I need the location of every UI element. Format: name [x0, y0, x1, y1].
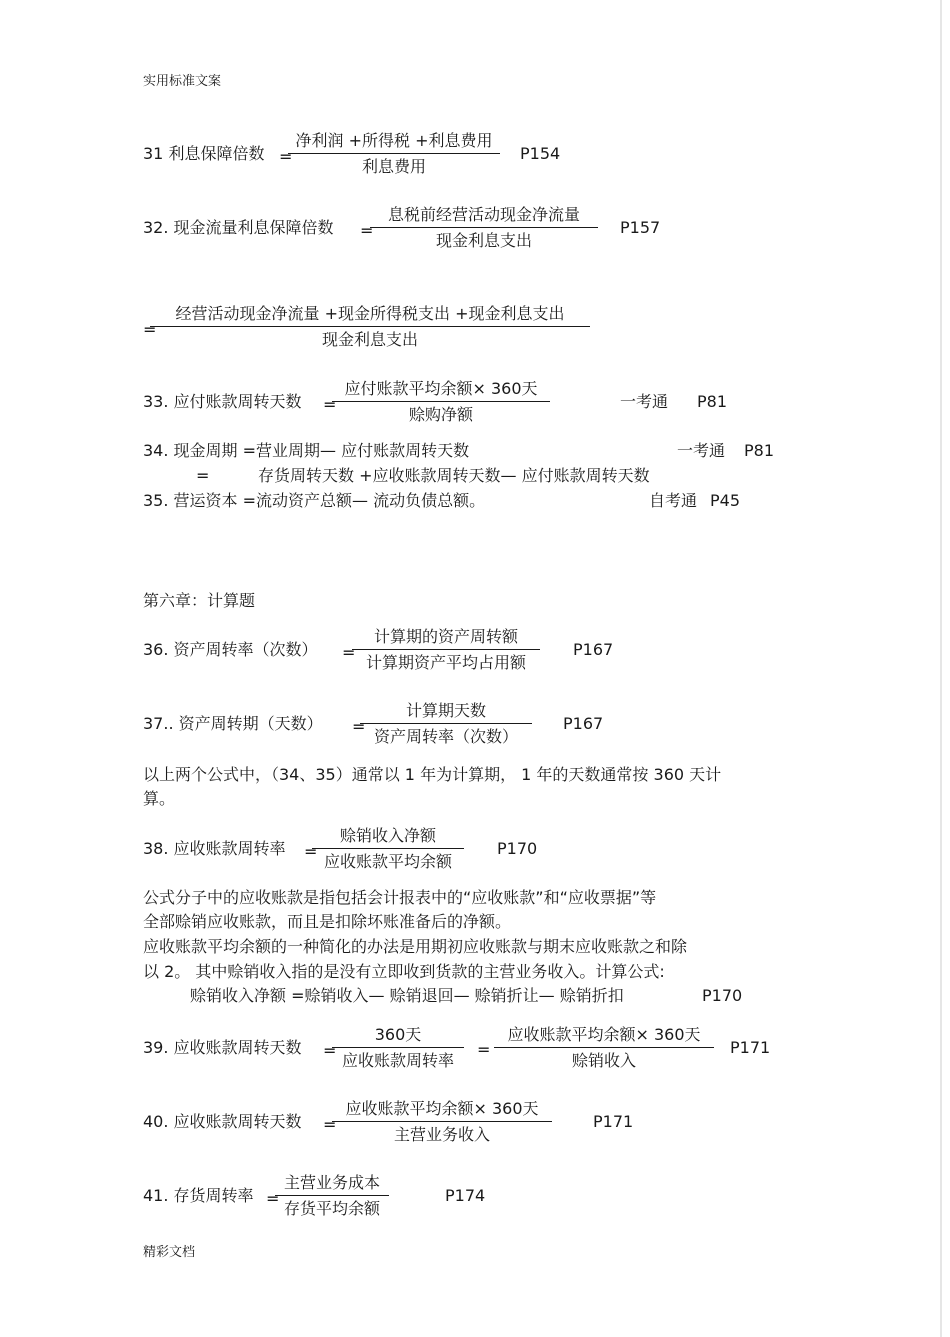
page-header: 实用标准文案: [143, 74, 222, 89]
equals-sign: =: [477, 1040, 491, 1059]
numerator: 息税前经营活动现金净流量: [370, 205, 598, 228]
denominator: 存货平均余额: [283, 1199, 380, 1218]
page-ref: P171: [730, 1038, 771, 1057]
formula-label: 34. 现金周期 =营业周期— 应付账款周转天数: [143, 441, 470, 460]
fraction: [312, 826, 464, 872]
fraction: [288, 131, 500, 177]
numerator: 应收账款平均余额× 360天: [494, 1025, 714, 1048]
page-ref: P157: [620, 218, 661, 237]
equals-sign: =: [196, 466, 210, 485]
fraction: [370, 205, 598, 251]
page-ref: P154: [520, 144, 561, 163]
denominator: 赊购净额: [408, 405, 473, 424]
equals-sign: =: [352, 717, 366, 736]
formula-label: 31 利息保障倍数: [143, 144, 265, 163]
numerator: 计算期天数: [360, 701, 532, 724]
denominator: 现金利息支出: [435, 231, 532, 250]
equals-sign: =: [323, 1041, 337, 1060]
fraction: [332, 1025, 464, 1071]
numerator: 净利润 +所得税 +利息费用: [288, 131, 500, 154]
numerator: 360天: [332, 1025, 464, 1048]
fraction: [332, 379, 550, 425]
denominator: 应收账款周转率: [341, 1051, 454, 1070]
paragraph-line: 全部赊销应收账款，而且是扣除坏账准备后的净额。: [143, 912, 512, 931]
page-ref: P167: [573, 640, 614, 659]
equals-sign: =: [360, 221, 374, 240]
formula-line: 赊销收入净额 =赊销收入— 赊销退回— 赊销折让— 赊销折扣: [190, 986, 624, 1005]
paragraph-line: 公式分子中的应收账款是指包括会计报表中的“应收账款”和“应收票据”等: [143, 888, 657, 907]
fraction: [332, 1099, 552, 1145]
page-ref: P81: [744, 441, 775, 460]
denominator: 应收账款平均余额: [323, 852, 452, 871]
paragraph-line: 算。: [143, 789, 176, 808]
formula-label: 35. 营运资本 =流动资产总额— 流动负债总额。: [143, 491, 486, 510]
paragraph-line: 以 2。 其中赊销收入指的是没有立即收到货款的主营业务收入。计算公式:: [143, 962, 665, 981]
formula-line: 存货周转天数 +应收账款周转天数— 应付账款周转天数: [258, 466, 650, 485]
fraction: [150, 304, 590, 350]
fraction: [275, 1173, 389, 1219]
numerator: 主营业务成本: [275, 1173, 389, 1196]
page-ref: P171: [593, 1112, 634, 1131]
formula-label: 40. 应收账款周转天数: [143, 1112, 302, 1131]
denominator: 主营业务收入: [393, 1125, 490, 1144]
page-edge: [940, 0, 942, 1337]
denominator: 现金利息支出: [321, 330, 418, 349]
source-tag: 一考通: [677, 441, 726, 460]
equals-sign: =: [323, 1115, 337, 1134]
source-tag: 自考通: [649, 491, 698, 510]
numerator: 经营活动现金净流量 +现金所得税支出 +现金利息支出: [150, 304, 590, 327]
formula-label: 41. 存货周转率: [143, 1186, 254, 1205]
equals-sign: =: [143, 320, 157, 339]
page-ref: P45: [710, 491, 741, 510]
equals-sign: =: [323, 395, 337, 414]
numerator: 应收账款平均余额× 360天: [332, 1099, 552, 1122]
page-ref: P174: [445, 1186, 486, 1205]
equals-sign: =: [279, 147, 293, 166]
source-tag: 一考通: [620, 392, 669, 411]
formula-label: 39. 应收账款周转天数: [143, 1038, 302, 1057]
equals-sign: =: [342, 643, 356, 662]
formula-label: 32. 现金流量利息保障倍数: [143, 218, 334, 237]
numerator: 应付账款平均余额× 360天: [332, 379, 550, 402]
denominator: 赊销收入: [571, 1051, 636, 1070]
denominator: 利息费用: [361, 157, 426, 176]
page-ref: P170: [702, 986, 743, 1005]
page-ref: P167: [563, 714, 604, 733]
fraction: [360, 701, 532, 747]
formula-label: 38. 应收账款周转率: [143, 839, 286, 858]
formula-label: 36. 资产周转率（次数）: [143, 640, 318, 659]
formula-label: 33. 应付账款周转天数: [143, 392, 302, 411]
equals-sign: =: [266, 1189, 280, 1208]
chapter-heading: 第六章：计算题: [143, 591, 256, 610]
page-ref: P170: [497, 839, 538, 858]
paragraph-line: 以上两个公式中，（34、35）通常以 1 年为计算期， 1 年的天数通常按 360 天计: [143, 765, 722, 784]
denominator: 资产周转率（次数）: [373, 727, 518, 746]
numerator: 赊销收入净额: [312, 826, 464, 849]
page-footer: 精彩文档: [143, 1245, 196, 1260]
denominator: 计算期资产平均占用额: [365, 653, 526, 672]
numerator: 计算期的资产周转额: [352, 627, 540, 650]
formula-label: 37.. 资产周转期（天数）: [143, 714, 323, 733]
fraction: [352, 627, 540, 673]
fraction: [494, 1025, 714, 1071]
equals-sign: =: [304, 842, 318, 861]
page-ref: P81: [697, 392, 728, 411]
paragraph-line: 应收账款平均余额的一种简化的办法是用期初应收账款与期末应收账款之和除: [143, 937, 688, 956]
